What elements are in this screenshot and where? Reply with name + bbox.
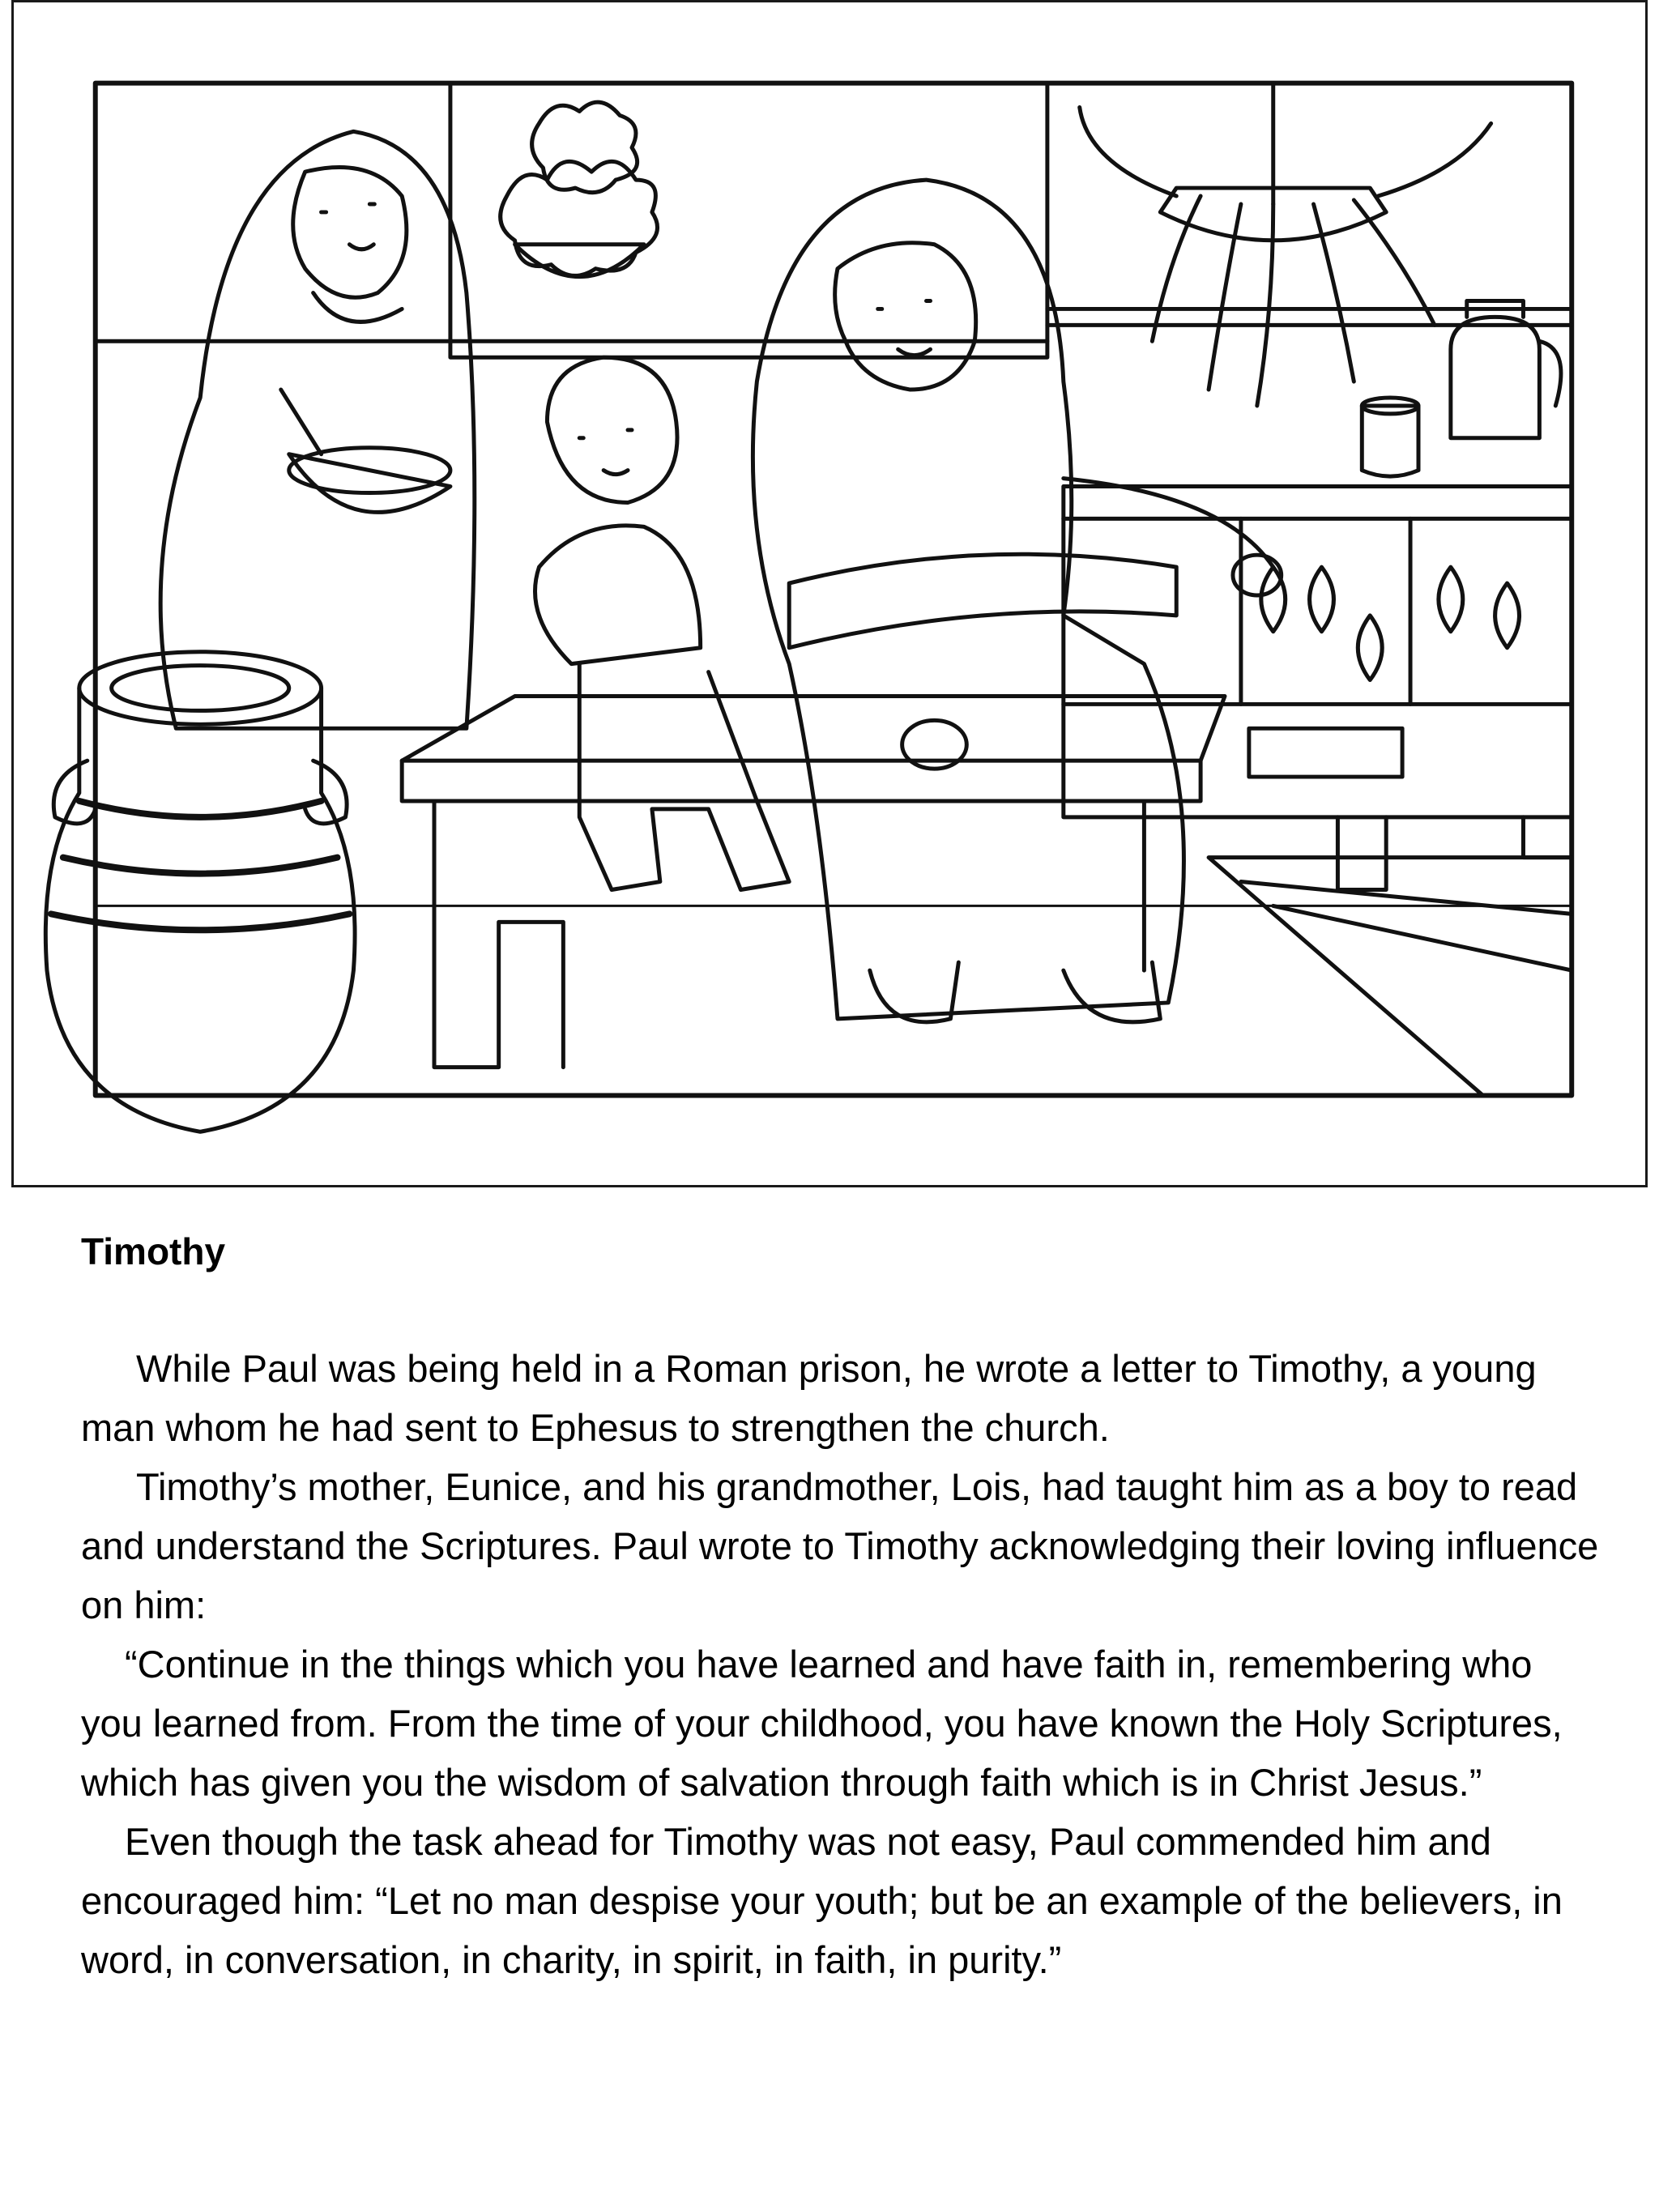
cup [1362,398,1418,476]
clay-jar [45,652,355,1132]
story-title: Timothy [81,1230,226,1272]
hanging-plant [1080,83,1491,406]
story-text [81,1227,1604,1989]
coloring-illustration [14,2,1645,1185]
paragraph-3-quote: “Continue in the things which you have learned and have faith in, remembering who you learned from. From the time of your childhood, you have known the Holy Scriptures, which has given you the wisdom of salvation through faith which is in Christ Jesus.” [81,1643,1563,1804]
window-sill [450,341,1047,357]
paragraph-2: Timothy’s mother, Eunice, and his grandmother, Lois, had taught him as a boy to read and understand the Scriptures. Paul wrote to Timothy acknowledging their loving influence on him: [81,1465,1599,1626]
flower-pot [501,102,658,276]
rug [1209,858,1572,1096]
paragraph-1: While Paul was being held in a Roman prison, he wrote a letter to Timothy, a young man whom he had sent to Ephesus to strengthen the church. [81,1347,1537,1449]
scene-border [96,83,1572,1096]
cabinet [1064,487,1572,890]
mother-figure [753,180,1281,1022]
jug [1451,300,1561,437]
illustration-frame [11,0,1648,1187]
grandmother-figure [160,131,475,728]
boy-figure [535,357,789,889]
paragraph-4: Even though the task ahead for Timothy was not easy, Paul commended him and encouraged him: “Let no man despise your youth; but be an example of the believers, in word, in conversation, in charity, in spirit, in faith, in purity.” [81,1820,1563,1981]
scroll [789,554,1176,648]
bench [402,696,1225,1067]
